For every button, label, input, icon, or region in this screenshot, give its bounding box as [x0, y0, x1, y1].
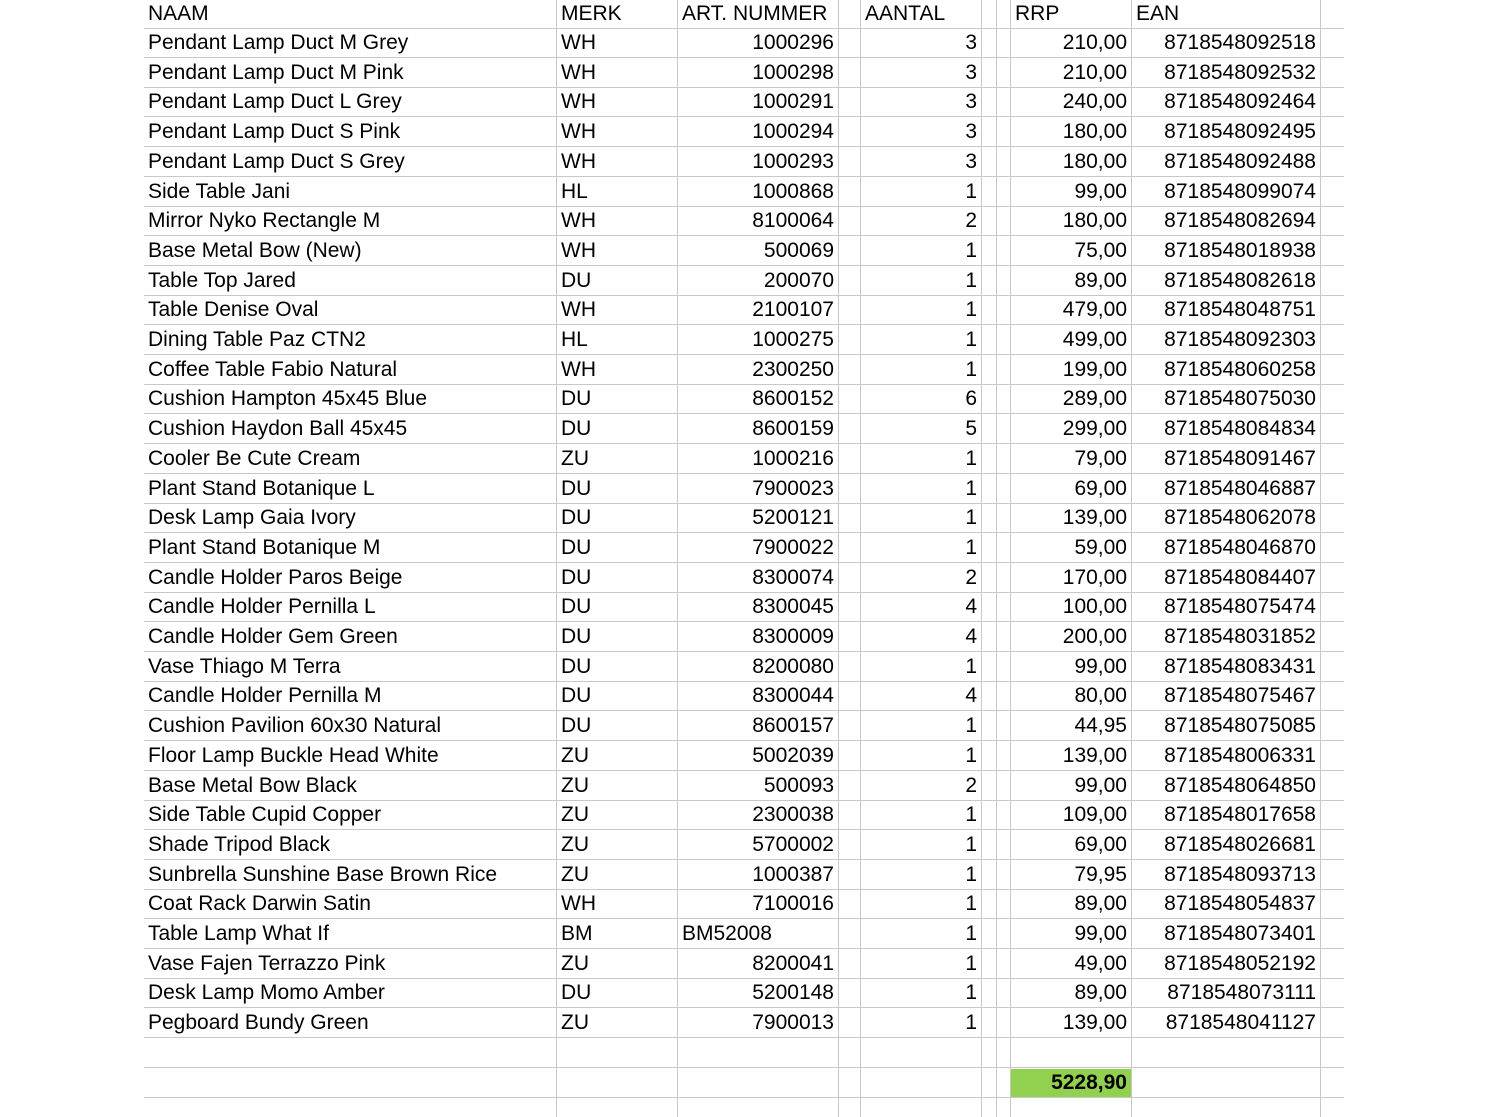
- cell-aantal[interactable]: 1: [965, 238, 977, 262]
- cell-ean[interactable]: 8718548093713: [1164, 862, 1316, 886]
- cell-ean[interactable]: 8718548006331: [1164, 743, 1316, 767]
- cell-rrp[interactable]: 75,00: [1074, 238, 1127, 262]
- cell-naam[interactable]: Table Denise Oval: [148, 298, 319, 322]
- cell-naam[interactable]: Pendant Lamp Duct L Grey: [148, 90, 402, 114]
- cell-aantal[interactable]: 1: [965, 1011, 977, 1035]
- cell-naam[interactable]: Pendant Lamp Duct M Pink: [148, 60, 404, 84]
- cell-art-nummer[interactable]: 7100016: [752, 892, 834, 916]
- cell-art-nummer[interactable]: 8600159: [752, 417, 834, 441]
- cell-merk[interactable]: DU: [561, 625, 592, 648]
- cell-merk[interactable]: ZU: [561, 951, 589, 975]
- table-row: [144, 890, 1344, 919]
- empty-row[interactable]: [144, 1039, 1344, 1068]
- cell-art-nummer[interactable]: 5700002: [752, 832, 834, 856]
- cell-rrp[interactable]: 240,00: [1062, 90, 1127, 114]
- table-row: [144, 682, 1344, 711]
- cell-ean[interactable]: 8718548073111: [1167, 981, 1316, 1005]
- cell-merk[interactable]: WH: [561, 357, 596, 381]
- header-rrp[interactable]: RRP: [1015, 2, 1060, 25]
- table-row: [144, 445, 1344, 474]
- cell-art-nummer[interactable]: 5200121: [752, 506, 834, 530]
- cell-ean[interactable]: 8718548075085: [1164, 714, 1316, 738]
- cell-art-nummer[interactable]: 1000216: [752, 446, 834, 470]
- cell-ean[interactable]: 8718548075030: [1164, 387, 1316, 411]
- cell-rrp[interactable]: 139,00: [1062, 506, 1127, 530]
- cell-rrp[interactable]: 289,00: [1062, 387, 1127, 411]
- table-row: [144, 237, 1344, 266]
- cell-ean[interactable]: 8718548084834: [1164, 417, 1316, 441]
- cell-naam[interactable]: Cushion Hampton 45x45 Blue: [148, 387, 428, 411]
- cell-rrp[interactable]: 79,95: [1074, 862, 1127, 886]
- cell-rrp[interactable]: 139,00: [1062, 743, 1127, 767]
- cell-ean[interactable]: 8718548092464: [1164, 90, 1316, 114]
- table-row: [144, 356, 1344, 385]
- cell-aantal[interactable]: 1: [965, 506, 977, 530]
- cell-aantal[interactable]: 1: [965, 179, 977, 203]
- header-row: [144, 0, 1344, 29]
- table-row: [144, 296, 1344, 325]
- table-row: [144, 534, 1344, 563]
- cell-naam[interactable]: Plant Stand Botanique M: [148, 535, 381, 559]
- table-row: [144, 148, 1344, 177]
- cell-aantal[interactable]: 1: [965, 951, 977, 975]
- cell-rrp[interactable]: 199,00: [1062, 357, 1127, 381]
- cell-rrp[interactable]: 89,00: [1074, 981, 1127, 1005]
- cell-ean[interactable]: 8718548031852: [1164, 625, 1316, 648]
- cell-aantal[interactable]: 4: [965, 625, 977, 648]
- cell-art-nummer[interactable]: 8300045: [752, 595, 834, 619]
- table-row: [144, 979, 1344, 1008]
- header-aantal[interactable]: AANTAL: [865, 2, 946, 25]
- cell-ean[interactable]: 8718548082618: [1164, 268, 1316, 292]
- header-merk[interactable]: MERK: [561, 2, 622, 25]
- table-row: [144, 326, 1344, 355]
- cell-naam[interactable]: Pendant Lamp Duct S Pink: [148, 120, 401, 144]
- cell-naam[interactable]: Plant Stand Botanique L: [148, 476, 375, 500]
- cell-art-nummer[interactable]: 7900013: [752, 1011, 834, 1035]
- cell-art-nummer[interactable]: 1000275: [752, 328, 834, 351]
- cell-art-nummer[interactable]: 1000387: [752, 862, 834, 886]
- cell-naam[interactable]: Cushion Haydon Ball 45x45: [148, 417, 408, 441]
- table-row: [144, 772, 1344, 801]
- table-row: [144, 742, 1344, 771]
- cell-rrp[interactable]: 80,00: [1074, 684, 1127, 708]
- cell-art-nummer[interactable]: 2300038: [752, 803, 834, 827]
- cell-merk[interactable]: DU: [561, 654, 592, 678]
- cell-merk[interactable]: DU: [561, 565, 592, 589]
- cell-naam[interactable]: Coat Rack Darwin Satin: [148, 892, 371, 916]
- table-row: [144, 920, 1344, 949]
- cell-ean[interactable]: 8718548091467: [1164, 446, 1316, 470]
- cell-naam[interactable]: Vase Thiago M Terra: [148, 654, 341, 678]
- cell-aantal[interactable]: 5: [965, 417, 977, 441]
- cell-art-nummer[interactable]: 1000294: [752, 120, 834, 144]
- cell-ean[interactable]: 8718548046870: [1164, 535, 1316, 559]
- table-row: [144, 564, 1344, 593]
- header-ean[interactable]: EAN: [1136, 2, 1180, 25]
- cell-rrp[interactable]: 109,00: [1062, 803, 1127, 827]
- cell-aantal[interactable]: 2: [965, 773, 977, 797]
- table-row: [144, 267, 1344, 296]
- cell-naam[interactable]: Floor Lamp Buckle Head White: [148, 743, 439, 767]
- cell-ean[interactable]: 8718548054837: [1164, 892, 1316, 916]
- cell-art-nummer[interactable]: 1000291: [752, 90, 834, 114]
- cell-naam[interactable]: Candle Holder Pernilla M: [148, 684, 382, 708]
- table-row: [144, 712, 1344, 741]
- cell-merk[interactable]: WH: [561, 60, 596, 84]
- total-rrp-cell[interactable]: 5228,90: [1011, 1069, 1131, 1098]
- cell-ean[interactable]: 8718548092495: [1164, 120, 1316, 144]
- cell-art-nummer[interactable]: 8300044: [752, 684, 834, 708]
- cell-rrp[interactable]: 180,00: [1062, 120, 1127, 144]
- cell-naam[interactable]: Desk Lamp Gaia Ivory: [148, 506, 356, 530]
- cell-aantal[interactable]: 1: [965, 476, 977, 500]
- cell-rrp[interactable]: 99,00: [1074, 179, 1127, 203]
- cell-aantal[interactable]: 4: [965, 595, 977, 619]
- cell-merk[interactable]: DU: [561, 506, 592, 530]
- cell-ean[interactable]: 8718548048751: [1164, 298, 1316, 322]
- cell-naam[interactable]: Side Table Jani: [148, 179, 291, 203]
- cell-merk[interactable]: DU: [561, 595, 592, 619]
- cell-aantal[interactable]: 1: [965, 892, 977, 916]
- cell-ean[interactable]: 8718548052192: [1164, 951, 1316, 975]
- table-row: [144, 178, 1344, 207]
- cell-naam[interactable]: Table Top Jared: [148, 268, 296, 292]
- cell-rrp[interactable]: 200,00: [1062, 625, 1127, 648]
- cell-aantal[interactable]: 1: [965, 298, 977, 322]
- cell-merk[interactable]: ZU: [561, 743, 589, 767]
- cell-ean[interactable]: 8718548092532: [1164, 60, 1316, 84]
- cell-aantal[interactable]: 1: [965, 268, 977, 292]
- cell-naam[interactable]: Sunbrella Sunshine Base Brown Rice: [148, 862, 498, 886]
- cell-ean[interactable]: 8718548026681: [1164, 832, 1316, 856]
- cell-ean[interactable]: 8718548075467: [1164, 684, 1316, 708]
- cell-naam[interactable]: Base Metal Bow (New): [148, 238, 362, 262]
- cell-art-nummer[interactable]: 8200041: [752, 951, 834, 975]
- cell-naam[interactable]: Side Table Cupid Copper: [148, 803, 382, 827]
- cell-art-nummer[interactable]: 7900023: [752, 476, 834, 500]
- table-row: [144, 385, 1344, 414]
- cell-aantal[interactable]: 1: [965, 446, 977, 470]
- cell-merk[interactable]: ZU: [561, 446, 589, 470]
- cell-aantal[interactable]: 1: [965, 357, 977, 381]
- cell-ean[interactable]: 8718548099074: [1164, 179, 1316, 203]
- cell-aantal[interactable]: 1: [965, 535, 977, 559]
- table-row: [144, 801, 1344, 830]
- cell-ean[interactable]: 8718548084407: [1164, 565, 1316, 589]
- cell-ean[interactable]: 8718548092518: [1164, 31, 1316, 54]
- cell-merk[interactable]: ZU: [561, 1011, 589, 1035]
- cell-merk[interactable]: ZU: [561, 803, 589, 827]
- table-row: [144, 950, 1344, 979]
- cell-merk[interactable]: DU: [561, 535, 592, 559]
- cell-merk[interactable]: HL: [561, 328, 588, 351]
- header-naam[interactable]: NAAM: [148, 2, 209, 25]
- cell-ean[interactable]: 8718548092488: [1164, 149, 1316, 173]
- cell-aantal[interactable]: 1: [965, 328, 977, 351]
- cell-naam[interactable]: Cushion Pavilion 60x30 Natural: [148, 714, 442, 738]
- cell-merk[interactable]: DU: [561, 714, 592, 738]
- cell-rrp[interactable]: 499,00: [1062, 328, 1127, 351]
- cell-rrp[interactable]: 99,00: [1074, 922, 1127, 945]
- cell-naam[interactable]: Pendant Lamp Duct M Grey: [148, 31, 409, 54]
- cell-art-nummer[interactable]: 7900022: [752, 535, 834, 559]
- cell-naam[interactable]: Table Lamp What If: [148, 922, 329, 945]
- cell-merk[interactable]: WH: [561, 149, 596, 173]
- table-row: [144, 88, 1344, 117]
- cell-art-nummer[interactable]: 2300250: [752, 357, 834, 381]
- cell-art-nummer[interactable]: 500069: [763, 238, 834, 262]
- cell-merk[interactable]: WH: [561, 90, 596, 114]
- cell-rrp[interactable]: 69,00: [1074, 476, 1127, 500]
- cell-naam[interactable]: Vase Fajen Terrazzo Pink: [148, 951, 386, 975]
- cell-art-nummer[interactable]: 1000293: [752, 149, 834, 173]
- cell-aantal[interactable]: 1: [965, 862, 977, 886]
- cell-aantal[interactable]: 1: [965, 832, 977, 856]
- cell-merk[interactable]: DU: [561, 981, 592, 1005]
- cell-art-nummer[interactable]: BM52008: [682, 922, 772, 945]
- cell-rrp[interactable]: 299,00: [1062, 417, 1127, 441]
- cell-rrp[interactable]: 180,00: [1062, 209, 1127, 233]
- total-row: [144, 1069, 1344, 1098]
- cell-aantal[interactable]: 3: [965, 90, 977, 114]
- cell-aantal[interactable]: 1: [965, 654, 977, 678]
- cell-naam[interactable]: Cooler Be Cute Cream: [148, 446, 361, 470]
- cell-rrp[interactable]: 89,00: [1074, 892, 1127, 916]
- cell-merk[interactable]: DU: [561, 268, 592, 292]
- cell-merk[interactable]: WH: [561, 238, 596, 262]
- cell-rrp[interactable]: 44,95: [1074, 714, 1127, 738]
- table-row: [144, 653, 1344, 682]
- cell-aantal[interactable]: 3: [965, 60, 977, 84]
- header-art-nummer[interactable]: ART. NUMMER: [682, 2, 828, 25]
- cell-aantal[interactable]: 1: [965, 743, 977, 767]
- cell-naam[interactable]: Desk Lamp Momo Amber: [148, 981, 385, 1005]
- table-row: [144, 623, 1344, 652]
- cell-rrp[interactable]: 59,00: [1074, 535, 1127, 559]
- cell-rrp[interactable]: 139,00: [1062, 1011, 1127, 1035]
- cell-art-nummer[interactable]: 8600152: [752, 387, 834, 411]
- cell-aantal[interactable]: 3: [965, 149, 977, 173]
- cell-aantal[interactable]: 3: [965, 120, 977, 144]
- cell-art-nummer[interactable]: 8300074: [752, 565, 834, 589]
- cell-ean[interactable]: 8718548046887: [1164, 476, 1316, 500]
- cell-rrp[interactable]: 99,00: [1074, 654, 1127, 678]
- table-row: [144, 475, 1344, 504]
- cell-art-nummer[interactable]: 200070: [763, 268, 834, 292]
- cell-rrp[interactable]: 210,00: [1062, 60, 1127, 84]
- cell-merk[interactable]: WH: [561, 209, 596, 233]
- cell-naam[interactable]: Mirror Nyko Rectangle M: [148, 209, 381, 233]
- cell-aantal[interactable]: 2: [965, 209, 977, 233]
- cell-aantal[interactable]: 6: [965, 387, 977, 411]
- cell-ean[interactable]: 8718548064850: [1164, 773, 1316, 797]
- cell-rrp[interactable]: 170,00: [1062, 565, 1127, 589]
- cell-ean[interactable]: 8718548018938: [1164, 238, 1316, 262]
- table-row: [144, 1009, 1344, 1038]
- table-row: [144, 59, 1344, 88]
- cell-naam[interactable]: Candle Holder Gem Green: [148, 625, 398, 648]
- cell-merk[interactable]: BM: [561, 922, 593, 945]
- cell-ean[interactable]: 8718548017658: [1164, 803, 1316, 827]
- table-row: [144, 593, 1344, 622]
- cell-merk[interactable]: WH: [561, 31, 596, 54]
- cell-merk[interactable]: HL: [561, 179, 588, 203]
- cell-aantal[interactable]: 4: [965, 684, 977, 708]
- cell-art-nummer[interactable]: 5002039: [752, 743, 834, 767]
- table-row: [144, 207, 1344, 236]
- cell-art-nummer[interactable]: 1000298: [752, 60, 834, 84]
- cell-aantal[interactable]: 2: [965, 565, 977, 589]
- cell-ean[interactable]: 8718548075474: [1164, 595, 1316, 619]
- table-row: [144, 504, 1344, 533]
- table-row: [144, 831, 1344, 860]
- cell-rrp[interactable]: 49,00: [1074, 951, 1127, 975]
- cell-aantal[interactable]: 3: [965, 31, 977, 54]
- cell-rrp[interactable]: 79,00: [1074, 446, 1127, 470]
- cell-naam[interactable]: Coffee Table Fabio Natural: [148, 357, 398, 381]
- cell-naam[interactable]: Dining Table Paz CTN2: [148, 328, 366, 351]
- cell-naam[interactable]: Candle Holder Paros Beige: [148, 565, 403, 589]
- cell-ean[interactable]: 8718548060258: [1164, 357, 1316, 381]
- table-row: [144, 415, 1344, 444]
- cell-rrp[interactable]: 210,00: [1062, 31, 1127, 54]
- table-row: [144, 118, 1344, 147]
- cell-art-nummer[interactable]: 8100064: [752, 209, 834, 233]
- cell-ean[interactable]: 8718548083431: [1164, 654, 1316, 678]
- cell-art-nummer[interactable]: 8600157: [752, 714, 834, 738]
- cell-rrp[interactable]: 479,00: [1062, 298, 1127, 322]
- cell-rrp[interactable]: 99,00: [1074, 773, 1127, 797]
- cell-naam[interactable]: Pendant Lamp Duct S Grey: [148, 149, 405, 173]
- cell-merk[interactable]: DU: [561, 476, 592, 500]
- cell-rrp[interactable]: 69,00: [1074, 832, 1127, 856]
- cell-aantal[interactable]: 1: [965, 803, 977, 827]
- cell-rrp[interactable]: 180,00: [1062, 149, 1127, 173]
- cell-merk[interactable]: ZU: [561, 832, 589, 856]
- cell-merk[interactable]: DU: [561, 417, 592, 441]
- cell-art-nummer[interactable]: 5200148: [752, 981, 834, 1005]
- cell-naam[interactable]: Pegboard Bundy Green: [148, 1011, 369, 1035]
- cell-merk[interactable]: WH: [561, 892, 596, 916]
- table-row: [144, 29, 1344, 58]
- cell-merk[interactable]: WH: [561, 298, 596, 322]
- cell-aantal[interactable]: 1: [965, 922, 977, 945]
- cell-rrp[interactable]: 89,00: [1074, 268, 1127, 292]
- cell-art-nummer[interactable]: 8200080: [752, 654, 834, 678]
- cell-ean[interactable]: 8718548092303: [1164, 328, 1316, 351]
- cell-naam[interactable]: Candle Holder Pernilla L: [148, 595, 376, 619]
- cell-art-nummer[interactable]: 1000868: [752, 179, 834, 203]
- cell-ean[interactable]: 8718548062078: [1164, 506, 1316, 530]
- cell-naam[interactable]: Shade Tripod Black: [148, 832, 331, 856]
- cell-merk[interactable]: WH: [561, 120, 596, 144]
- cell-art-nummer[interactable]: 1000296: [752, 31, 834, 54]
- cell-aantal[interactable]: 1: [965, 981, 977, 1005]
- cell-art-nummer[interactable]: 2100107: [752, 298, 834, 322]
- cell-merk[interactable]: ZU: [561, 773, 589, 797]
- cell-art-nummer[interactable]: 8300009: [752, 625, 834, 648]
- cell-art-nummer[interactable]: 500093: [763, 773, 834, 797]
- cell-merk[interactable]: DU: [561, 387, 592, 411]
- cell-ean[interactable]: 8718548082694: [1164, 209, 1316, 233]
- cell-rrp[interactable]: 100,00: [1062, 595, 1127, 619]
- cell-merk[interactable]: DU: [561, 684, 592, 708]
- cell-ean[interactable]: 8718548041127: [1165, 1011, 1316, 1035]
- cell-aantal[interactable]: 1: [965, 714, 977, 738]
- cell-naam[interactable]: Base Metal Bow Black: [148, 773, 357, 797]
- cell-merk[interactable]: ZU: [561, 862, 589, 886]
- cell-ean[interactable]: 8718548073401: [1164, 922, 1316, 945]
- table-row: [144, 861, 1344, 890]
